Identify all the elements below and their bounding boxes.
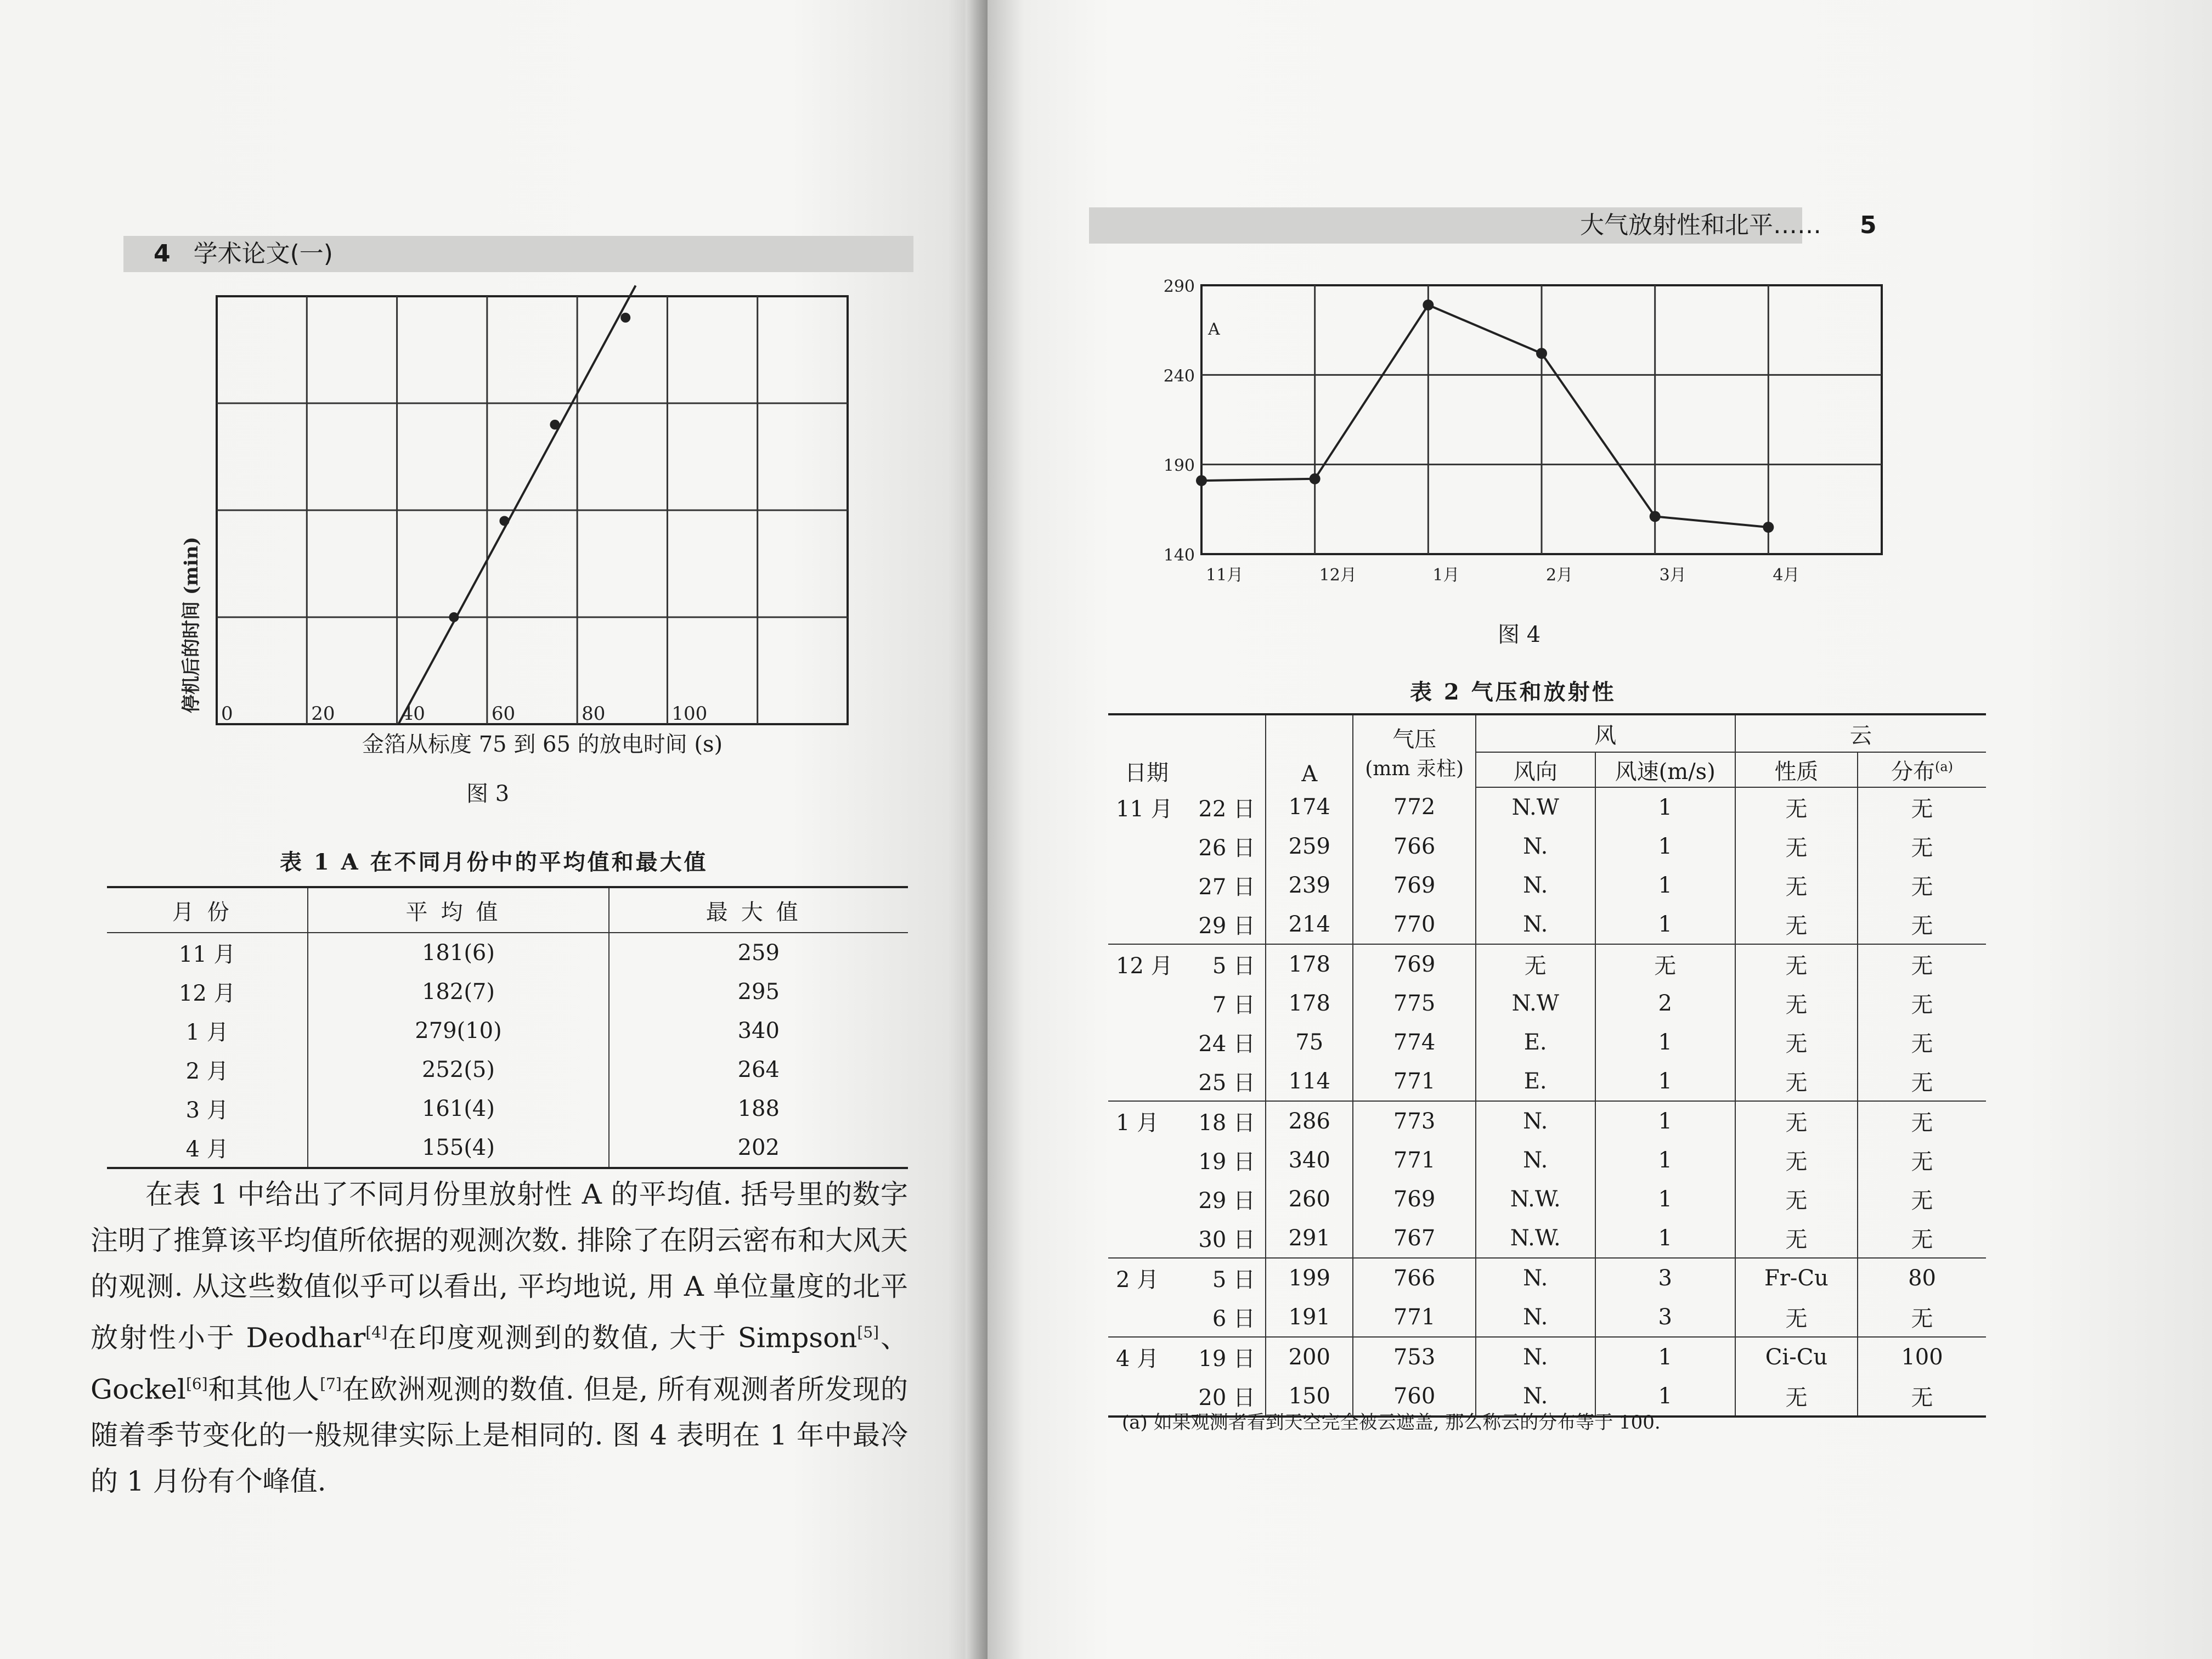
data-point	[1196, 475, 1207, 486]
wind-speed-cell: 无	[1595, 944, 1735, 984]
page-header-text	[154, 236, 333, 272]
a-cell: 178	[1266, 944, 1353, 984]
table-cell: 259	[609, 933, 908, 972]
citation-4: [4]	[365, 1323, 387, 1341]
cloud-distribution-cell: 100	[1858, 1337, 1986, 1376]
page-header-text	[1580, 207, 1877, 244]
data-point	[1423, 300, 1434, 311]
a-cell: 239	[1266, 866, 1353, 905]
a-cell: 114	[1266, 1062, 1353, 1101]
a-cell: 75	[1266, 1023, 1353, 1062]
col-a: A	[1266, 714, 1353, 787]
day-cell: 5 日	[1187, 1258, 1266, 1297]
x-tick-label: 20	[311, 703, 335, 725]
data-point	[1763, 522, 1774, 533]
cloud-type-cell: 无	[1735, 1180, 1858, 1218]
month-cell: 11 月	[1116, 796, 1173, 822]
page-number: 5	[1859, 211, 1877, 239]
table-row	[1108, 1141, 1986, 1180]
pressure-cell: 772	[1353, 787, 1475, 827]
wind-speed-cell: 1	[1595, 1337, 1735, 1376]
table-row	[1108, 1062, 1986, 1101]
day-cell: 25 日	[1198, 1070, 1256, 1096]
wind-direction-cell: N.W.	[1476, 1218, 1595, 1258]
figure-4-caption: 图 4	[1498, 622, 1541, 647]
table-row	[1108, 905, 1986, 944]
wind-direction-cell: N.	[1476, 866, 1595, 905]
table-cell: 340	[609, 1011, 908, 1050]
day-cell: 27 日	[1198, 874, 1256, 900]
wind-speed-cell: 1	[1595, 866, 1735, 905]
day-cell: 5 日	[1187, 944, 1266, 984]
cloud-distribution-cell: 无	[1858, 1141, 1986, 1180]
col-cloud-distribution: 分布$^{(a)}$	[1858, 752, 1986, 787]
day-cell: 29 日	[1198, 913, 1256, 939]
wind-direction-cell: N.W	[1476, 787, 1595, 827]
figure-3-chart	[165, 274, 856, 768]
cloud-type-cell: Fr-Cu	[1735, 1258, 1858, 1297]
a-cell: 178	[1266, 984, 1353, 1023]
cloud-type-cell: 无	[1735, 1297, 1858, 1337]
table-row	[1108, 1258, 1986, 1297]
data-point	[1536, 348, 1547, 359]
table-1	[107, 886, 908, 1169]
pressure-cell: 771	[1353, 1297, 1475, 1337]
day-cell: 29 日	[1198, 1188, 1256, 1214]
table-2	[1108, 713, 1986, 1418]
table-row	[1108, 944, 1986, 984]
wind-direction-cell: N.	[1476, 1141, 1595, 1180]
series-line	[1201, 305, 1768, 527]
figure-3-xlabel: 金箔从标度 75 到 65 的放电时间 (s)	[362, 732, 723, 757]
cloud-distribution-cell: 无	[1858, 827, 1986, 866]
citation-6: [6]	[185, 1374, 208, 1393]
wind-speed-cell: 3	[1595, 1258, 1735, 1297]
cloud-distribution-cell: 无	[1858, 1376, 1986, 1417]
paragraph-text: 在表 1 中给出了不同月份里放射性 A 的平均值. 括号里的数字注明了推算该平均值所依据的观测次数. 排除了在阴云密布和大风天的观测. 从这些数值似乎可以看出, 平均地说, 用 A 单位量度的北平放射性小于 Deodhar	[91, 1178, 908, 1354]
pressure-cell: 760	[1353, 1376, 1475, 1417]
table-cell: 12 月	[178, 981, 236, 1006]
table-row	[1108, 1101, 1986, 1141]
pressure-cell: 769	[1353, 1180, 1475, 1218]
pressure-cell: 774	[1353, 1023, 1475, 1062]
data-point	[620, 313, 630, 323]
wind-direction-cell: E.	[1476, 1062, 1595, 1101]
table-1-column-header: 平均值	[308, 887, 608, 933]
month-cell	[1108, 866, 1187, 905]
cloud-type-cell: Ci-Cu	[1735, 1337, 1858, 1376]
col-date: 日期	[1108, 714, 1266, 787]
month-cell	[1108, 1023, 1187, 1062]
a-cell: 260	[1266, 1180, 1353, 1218]
x-tick-label: 0	[221, 703, 233, 725]
month-cell	[1108, 1218, 1187, 1258]
table-cell: 264	[609, 1050, 908, 1089]
wind-speed-cell: 1	[1595, 1023, 1735, 1062]
day-cell: 6 日	[1212, 1306, 1256, 1331]
month-cell	[1108, 905, 1187, 944]
day-cell: 24 日	[1198, 1031, 1256, 1057]
cloud-type-cell: 无	[1735, 905, 1858, 944]
fit-line	[398, 286, 635, 725]
x-tick-label: 40	[401, 703, 425, 725]
pressure-cell: 771	[1353, 1141, 1475, 1180]
x-tick-label: 2月	[1546, 566, 1573, 585]
col-wind: 风	[1476, 714, 1735, 752]
table-row	[1108, 1218, 1986, 1258]
table-row	[107, 933, 908, 972]
a-cell: 214	[1266, 905, 1353, 944]
table-row	[1108, 866, 1986, 905]
day-cell: 26 日	[1198, 836, 1256, 861]
table-row	[1108, 1337, 1986, 1376]
wind-direction-cell: N.	[1476, 827, 1595, 866]
cloud-type-cell: 无	[1735, 787, 1858, 827]
a-cell: 340	[1266, 1141, 1353, 1180]
a-cell: 174	[1266, 787, 1353, 827]
table-1-column-header: 月份	[107, 887, 308, 933]
month-cell: 4 月	[1108, 1337, 1187, 1376]
wind-direction-cell: N.	[1476, 1376, 1595, 1417]
cloud-distribution-cell: 无	[1858, 787, 1986, 827]
left-page	[0, 0, 988, 1659]
table-row	[107, 1050, 908, 1089]
pressure-cell: 771	[1353, 1062, 1475, 1101]
a-cell: 199	[1266, 1258, 1353, 1297]
table-cell: 181(6)	[308, 933, 608, 972]
wind-speed-cell: 1	[1595, 1180, 1735, 1218]
pressure-cell: 770	[1353, 905, 1475, 944]
month-cell	[1108, 1297, 1187, 1337]
paragraph-text: 、Gockel	[91, 1322, 909, 1406]
cloud-distribution-cell: 无	[1858, 1218, 1986, 1258]
col-wind-speed: 风速(m/s)	[1595, 752, 1735, 787]
table-cell: 155(4)	[308, 1128, 608, 1168]
x-tick-label: 80	[582, 703, 606, 725]
cloud-type-cell: 无	[1735, 984, 1858, 1023]
table-cell: 4 月	[107, 1128, 308, 1168]
x-tick-label: 60	[491, 703, 516, 725]
page-number: 4	[154, 240, 171, 268]
table-2-footnote: (a) 如果观测者看到天空完全被云遮盖, 那么称云的分布等于 100.	[1122, 1412, 1661, 1434]
col-wind-direction: 风向	[1476, 752, 1595, 787]
pressure-cell: 767	[1353, 1218, 1475, 1258]
table-row	[1108, 1023, 1986, 1062]
day-cell: 7 日	[1212, 992, 1256, 1018]
month-cell: 1 月	[1108, 1101, 1187, 1141]
day-cell: 19 日	[1187, 1337, 1266, 1376]
wind-speed-cell: 1	[1595, 1101, 1735, 1141]
month-cell: 12 月	[1108, 944, 1187, 984]
month-cell	[1108, 827, 1187, 866]
table-row	[1108, 1297, 1986, 1337]
wind-direction-cell: N.	[1476, 1258, 1595, 1297]
table-2-title: 表 2 气压和放射性	[1410, 679, 1616, 705]
day-cell: 22 日	[1198, 796, 1256, 822]
figure-4-chart	[1152, 274, 1920, 614]
table-row	[1108, 787, 1986, 827]
table-cell: 279(10)	[308, 1011, 608, 1050]
table-cell: 1 月	[185, 1020, 229, 1045]
body-paragraph	[91, 1171, 908, 1504]
pressure-cell: 775	[1353, 984, 1475, 1023]
paragraph-text: 和其他人	[207, 1373, 320, 1406]
pressure-cell: 766	[1353, 1258, 1475, 1297]
month-cell	[1108, 1141, 1187, 1180]
citation-5: [5]	[857, 1323, 879, 1341]
cloud-distribution-cell: 无	[1858, 1023, 1986, 1062]
pressure-cell: 753	[1353, 1337, 1475, 1376]
day-cell: 30 日	[1198, 1227, 1256, 1252]
data-point	[550, 420, 560, 430]
x-tick-label: 4月	[1773, 566, 1800, 585]
cloud-distribution-cell: 无	[1858, 944, 1986, 984]
y-tick-label: 140	[1163, 546, 1195, 565]
x-tick-label: 100	[672, 703, 708, 725]
y-axis-label: 停机后的时间 (min)	[180, 537, 202, 713]
running-title: 大气放射性和北平……	[1580, 211, 1821, 239]
month-cell	[1108, 1062, 1187, 1101]
day-cell: 18 日	[1187, 1101, 1266, 1141]
wind-direction-cell: N.W	[1476, 984, 1595, 1023]
chapter-title: 学术论文(一)	[193, 240, 333, 268]
a-cell: 259	[1266, 827, 1353, 866]
table-row	[107, 972, 908, 1011]
table-cell: 182(7)	[308, 972, 608, 1011]
a-cell: 191	[1266, 1297, 1353, 1337]
wind-direction-cell: N.	[1476, 1297, 1595, 1337]
pressure-cell: 766	[1353, 827, 1475, 866]
wind-speed-cell: 1	[1595, 1141, 1735, 1180]
y-tick-label: 290	[1163, 277, 1195, 296]
y-tick-label: 190	[1163, 456, 1195, 476]
wind-direction-cell: N.W.	[1476, 1180, 1595, 1218]
table-row	[1108, 984, 1986, 1023]
cloud-type-cell: 无	[1735, 944, 1858, 984]
table-cell: 2 月	[185, 1059, 229, 1084]
citation-7: [7]	[320, 1374, 342, 1393]
table-row	[107, 1128, 908, 1168]
month-cell: 2 月	[1108, 1258, 1187, 1297]
table-row	[107, 1089, 908, 1128]
x-tick-label: 3月	[1659, 566, 1686, 585]
month-cell	[1108, 984, 1187, 1023]
cloud-distribution-cell: 无	[1858, 1062, 1986, 1101]
table-cell: 3 月	[185, 1098, 229, 1123]
table-1-column-header: 最大值	[609, 887, 908, 933]
x-tick-label: 1月	[1432, 566, 1460, 585]
y-axis-label: A	[1208, 320, 1220, 339]
table-cell: 252(5)	[308, 1050, 608, 1089]
table-cell: 11 月	[178, 942, 236, 967]
data-point	[1650, 511, 1661, 522]
cloud-type-cell: 无	[1735, 1141, 1858, 1180]
table-cell: 188	[609, 1089, 908, 1128]
wind-direction-cell: E.	[1476, 1023, 1595, 1062]
cloud-type-cell: 无	[1735, 1376, 1858, 1417]
wind-direction-cell: 无	[1476, 944, 1595, 984]
cloud-distribution-cell: 无	[1858, 1297, 1986, 1337]
pressure-cell: 773	[1353, 1101, 1475, 1141]
paragraph-text: 在欧洲观测的数值. 但是, 所有观测者所发现的随着季节变化的一般规律实际上是相同的. 图 4 表明在 1 年中最冷的 1 月份有个峰值.	[91, 1373, 908, 1498]
cloud-type-cell: 无	[1735, 827, 1858, 866]
table-1-title: 表 1 A 在不同月份中的平均值和最大值	[280, 849, 708, 875]
cloud-distribution-cell: 无	[1858, 905, 1986, 944]
figure-3-caption: 图 3	[466, 781, 510, 806]
col-cloud-type: 性质	[1735, 752, 1858, 787]
wind-speed-cell: 3	[1595, 1297, 1735, 1337]
cloud-type-cell: 无	[1735, 866, 1858, 905]
x-tick-label: 12月	[1319, 566, 1357, 585]
right-page	[988, 0, 2212, 1659]
data-point	[1310, 473, 1321, 484]
wind-speed-cell: 1	[1595, 905, 1735, 944]
table-cell: 295	[609, 972, 908, 1011]
table-row	[107, 1011, 908, 1050]
wind-speed-cell: 1	[1595, 1062, 1735, 1101]
a-cell: 286	[1266, 1101, 1353, 1141]
table-row	[1108, 1180, 1986, 1218]
paragraph-text: 在印度观测到的数值, 大于 Simpson	[387, 1322, 857, 1354]
data-point	[449, 612, 459, 622]
wind-direction-cell: N.	[1476, 1101, 1595, 1141]
cloud-type-cell: 无	[1735, 1218, 1858, 1258]
y-tick-label: 240	[1163, 366, 1195, 386]
x-tick-label: 11月	[1206, 566, 1244, 585]
wind-speed-cell: 1	[1595, 1218, 1735, 1258]
day-cell: 20 日	[1187, 1376, 1266, 1417]
cloud-type-cell: 无	[1735, 1023, 1858, 1062]
a-cell: 291	[1266, 1218, 1353, 1258]
wind-speed-cell: 1	[1595, 1376, 1735, 1417]
a-cell: 150	[1266, 1376, 1353, 1417]
pressure-cell: 769	[1353, 866, 1475, 905]
table-row	[1108, 827, 1986, 866]
col-pressure: 气压 (mm 汞柱)	[1353, 714, 1475, 787]
wind-speed-cell: 1	[1595, 787, 1735, 827]
cloud-distribution-cell: 无	[1858, 984, 1986, 1023]
day-cell: 19 日	[1198, 1149, 1256, 1175]
cloud-distribution-cell: 无	[1858, 1180, 1986, 1218]
table-cell: 202	[609, 1128, 908, 1168]
wind-direction-cell: N.	[1476, 905, 1595, 944]
cloud-type-cell: 无	[1735, 1062, 1858, 1101]
col-cloud: 云	[1735, 714, 1986, 752]
cloud-distribution-cell: 80	[1858, 1258, 1986, 1297]
wind-speed-cell: 2	[1595, 984, 1735, 1023]
pressure-cell: 769	[1353, 944, 1475, 984]
wind-direction-cell: N.	[1476, 1337, 1595, 1376]
cloud-type-cell: 无	[1735, 1101, 1858, 1141]
month-cell	[1108, 1180, 1187, 1218]
cloud-distribution-cell: 无	[1858, 1101, 1986, 1141]
data-point	[499, 516, 509, 526]
a-cell: 200	[1266, 1337, 1353, 1376]
cloud-distribution-cell: 无	[1858, 866, 1986, 905]
wind-speed-cell: 1	[1595, 827, 1735, 866]
table-cell: 161(4)	[308, 1089, 608, 1128]
